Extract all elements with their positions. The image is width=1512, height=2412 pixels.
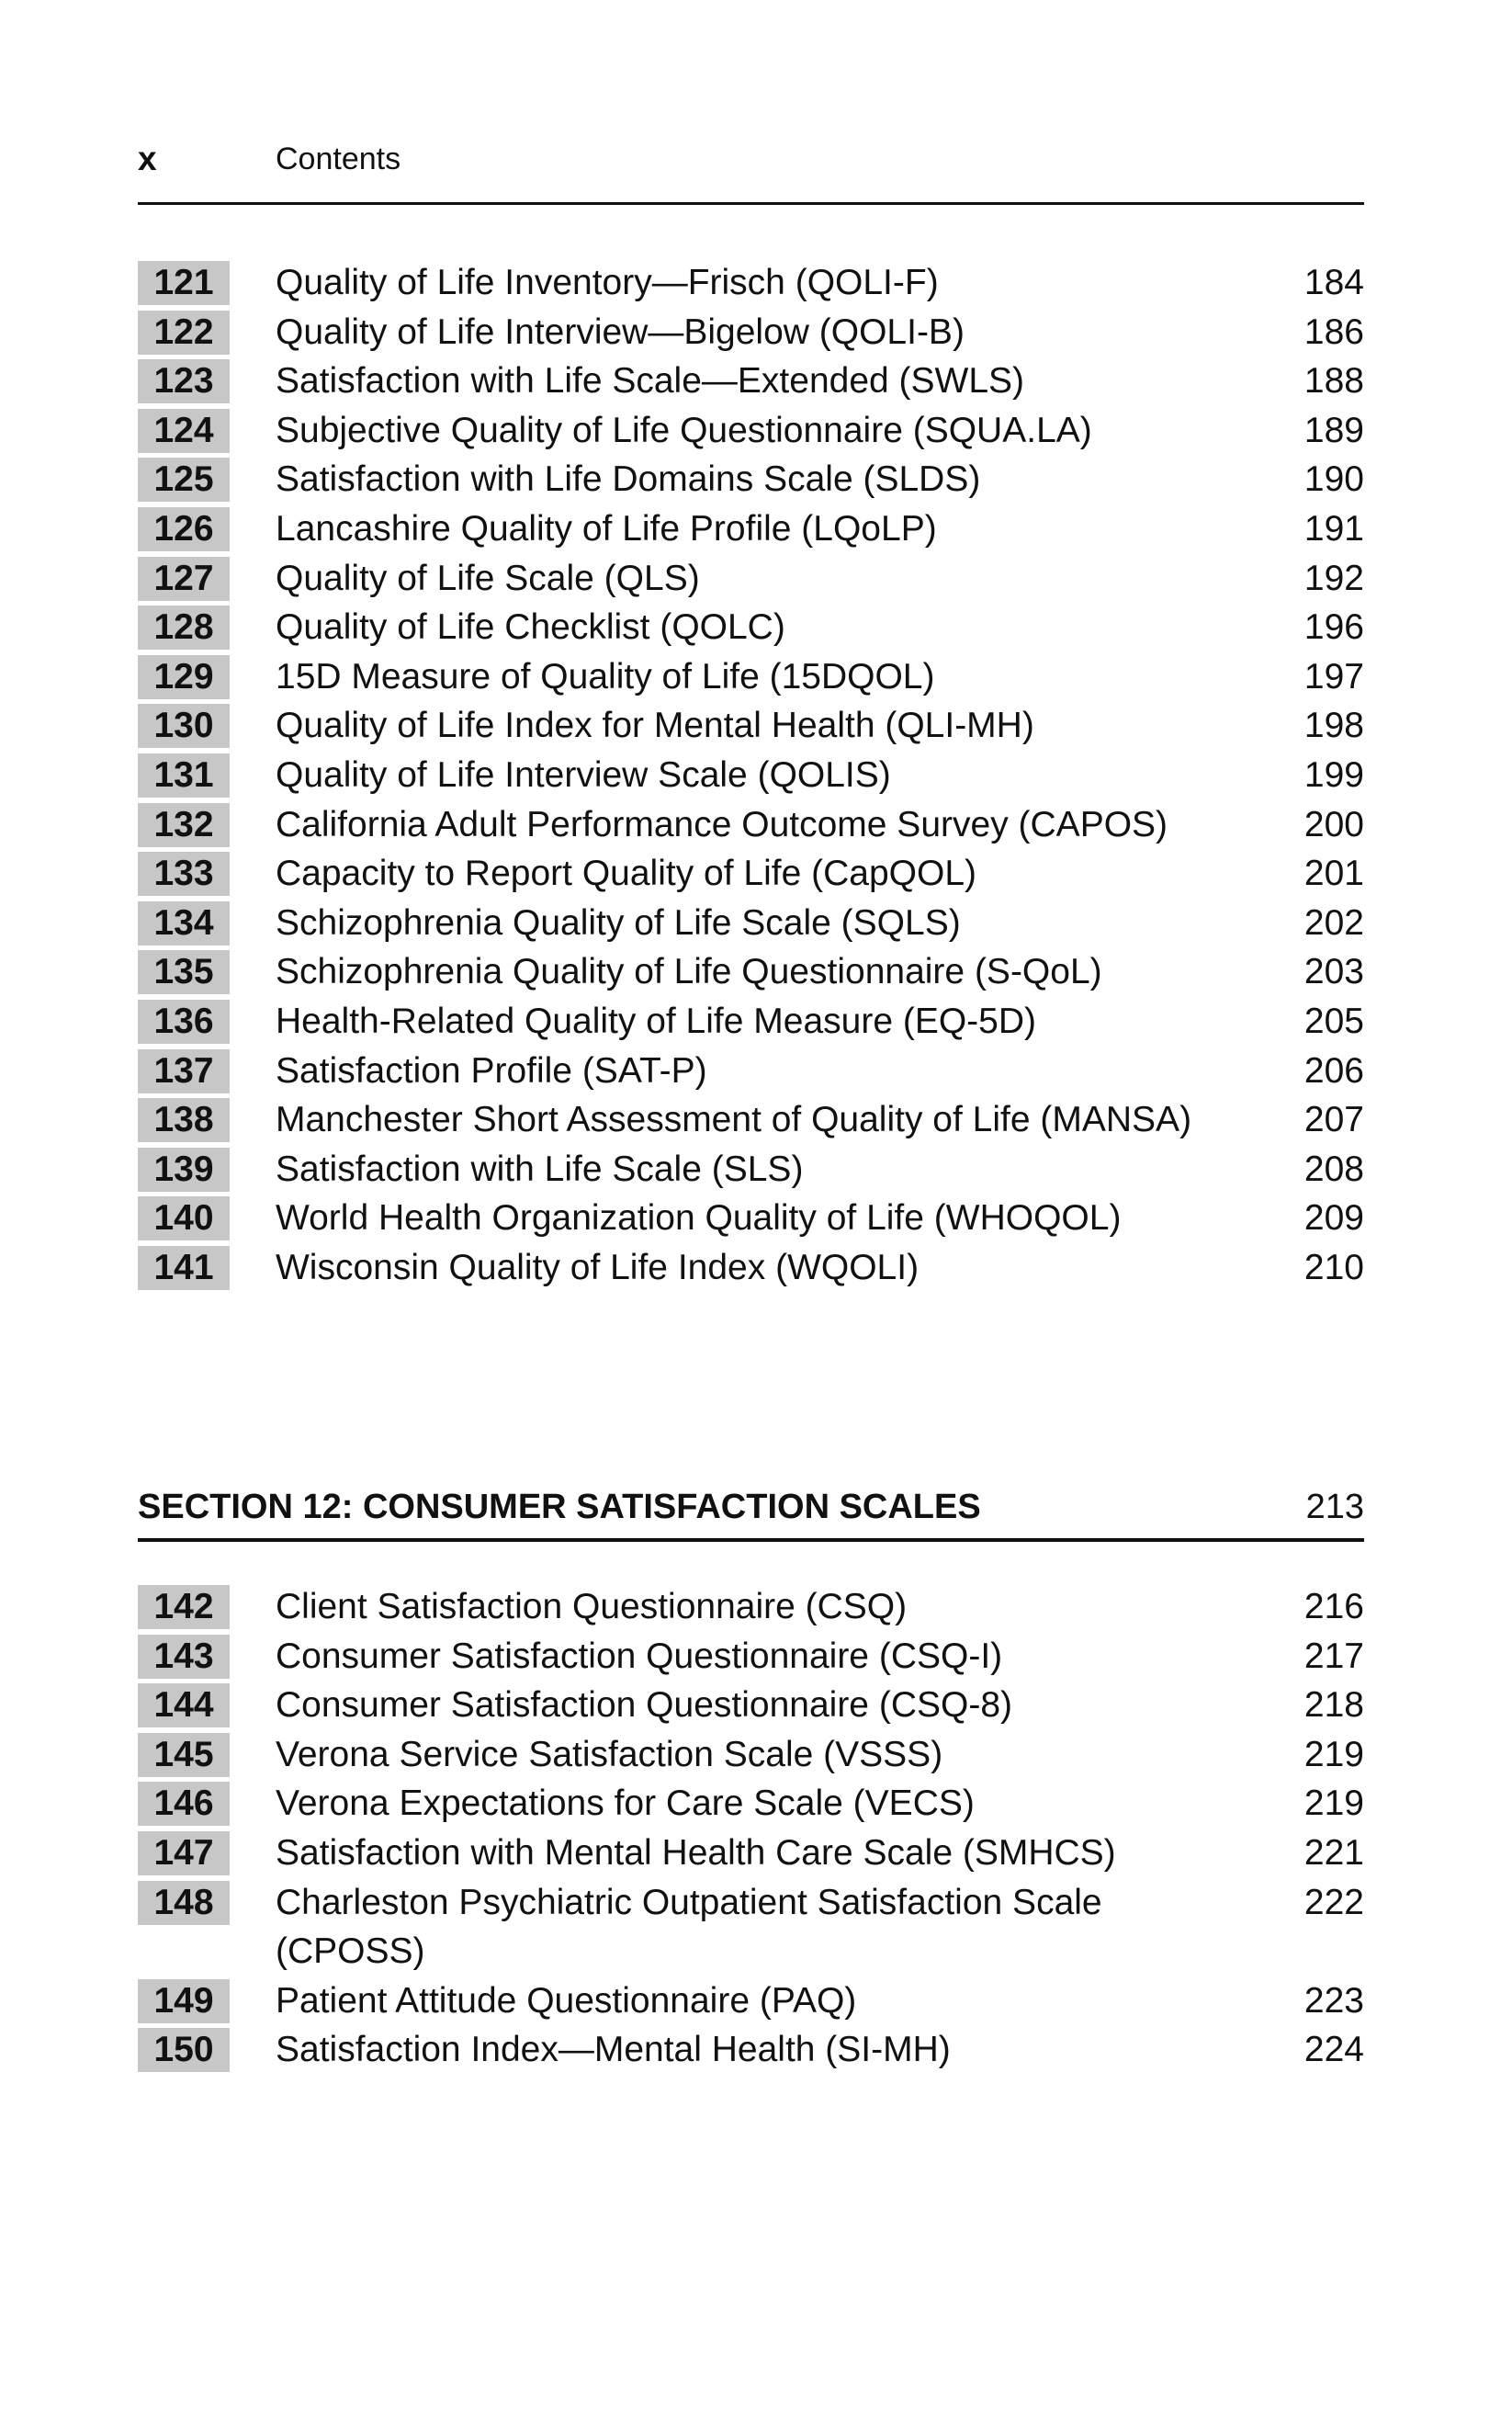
toc-entry: [138, 1730, 1364, 1780]
toc-entry: [138, 1779, 1364, 1829]
entry-title: Quality of Life Inventory—Frisch (QOLI-F): [276, 263, 939, 302]
entry-number: 124: [138, 409, 230, 453]
toc-entry: [138, 1047, 1364, 1096]
entry-title: Schizophrenia Quality of Life Scale (SQLS): [276, 902, 961, 943]
entry-number: 139: [138, 1148, 230, 1192]
entry-page: 221: [1303, 1832, 1364, 1873]
entry-number: 127: [138, 557, 230, 601]
entry-number: 147: [138, 1831, 230, 1875]
toc-entry: [138, 652, 1364, 702]
entry-page: 218: [1303, 1685, 1364, 1726]
entry-number: 142: [138, 1585, 230, 1629]
entry-title: California Adult Performance Outcome Survey (CAPOS): [276, 804, 1168, 844]
contents-list-part1: [138, 258, 1364, 1292]
entry-title: Satisfaction with Life Scale—Extended (SWLS): [276, 361, 1025, 402]
toc-entry: [138, 899, 1364, 948]
entry-page: 224: [1303, 2030, 1364, 2070]
toc-entry: [138, 1243, 1364, 1293]
entry-page: 189: [1303, 410, 1364, 450]
toc-entry: [138, 1145, 1364, 1195]
toc-entry: [138, 701, 1364, 751]
toc-entry: [138, 554, 1364, 604]
toc-entry: [138, 849, 1364, 899]
toc-entry: [138, 947, 1364, 997]
entry-title: Verona Expectations for Care Scale (VECS): [276, 1784, 975, 1824]
entry-title: Quality of Life Index for Mental Health (QLI-MH): [276, 706, 1034, 746]
entry-number: 123: [138, 359, 230, 403]
entry-page: 216: [1303, 1587, 1364, 1626]
entry-title: Lancashire Quality of Life Profile (LQoLP): [276, 508, 937, 549]
entry-title: Verona Service Satisfaction Scale (VSSS): [276, 1734, 943, 1774]
entry-page: 196: [1303, 607, 1364, 648]
entry-page: 219: [1303, 1734, 1364, 1774]
toc-entry: [138, 1878, 1364, 1976]
entry-number: 138: [138, 1098, 230, 1142]
entry-number: 143: [138, 1635, 230, 1679]
entry-title: Wisconsin Quality of Life Index (WQOLI): [276, 1247, 920, 1287]
entry-page: 184: [1303, 263, 1364, 302]
entry-number: 135: [138, 950, 230, 994]
entry-title: Quality of Life Interview Scale (QOLIS): [276, 754, 891, 795]
entry-title: Quality of Life Scale (QLS): [276, 558, 700, 598]
entry-title: Capacity to Report Quality of Life (CapQOL): [276, 854, 976, 894]
entry-title: Consumer Satisfaction Questionnaire (CSQ-8): [276, 1685, 1012, 1726]
toc-entry: [138, 603, 1364, 652]
entry-title: Satisfaction with Life Domains Scale (SLDS): [276, 459, 981, 500]
section-page: 213: [1305, 1488, 1364, 1526]
entry-title: Satisfaction with Mental Health Care Scale (SMHCS): [276, 1832, 1116, 1873]
entry-page: 199: [1303, 754, 1364, 795]
entry-title: Charleston Psychiatric Outpatient Satisfaction Scale (CPOSS): [276, 1882, 1102, 1972]
running-head: [138, 136, 1364, 182]
entry-page: 188: [1303, 361, 1364, 402]
entry-page: 205: [1303, 1001, 1364, 1041]
entry-title: Consumer Satisfaction Questionnaire (CSQ-I): [276, 1636, 1003, 1676]
toc-entry: [138, 2025, 1364, 2075]
entry-number: 146: [138, 1782, 230, 1826]
toc-entry: [138, 406, 1364, 456]
entry-number: 128: [138, 606, 230, 650]
entry-number: 125: [138, 458, 230, 502]
entry-page: 191: [1303, 508, 1364, 549]
toc-entry: [138, 1976, 1364, 2026]
page-folio: x: [138, 140, 157, 177]
entry-title: Satisfaction with Life Scale (SLS): [276, 1149, 804, 1189]
toc-entry: [138, 455, 1364, 504]
entry-title: 15D Measure of Quality of Life (15DQOL): [276, 656, 935, 696]
entry-number: 122: [138, 311, 230, 355]
toc-entry: [138, 1632, 1364, 1682]
running-head-title: Contents: [276, 142, 401, 176]
entry-page: 198: [1303, 706, 1364, 746]
entry-number: 131: [138, 753, 230, 798]
entry-title: Quality of Life Interview—Bigelow (QOLI-B): [276, 311, 965, 352]
entry-page: 208: [1303, 1149, 1364, 1189]
entry-number: 148: [138, 1881, 230, 1925]
entry-number: 150: [138, 2028, 230, 2072]
entry-number: 136: [138, 1000, 230, 1044]
toc-entry: [138, 1582, 1364, 1632]
entry-title: Schizophrenia Quality of Life Questionnaire (S-QoL): [276, 952, 1102, 992]
toc-entry: [138, 1095, 1364, 1145]
entry-number: 137: [138, 1049, 230, 1093]
entry-title: Subjective Quality of Life Questionnaire (SQUA.LA): [276, 410, 1092, 450]
toc-entry: [138, 997, 1364, 1047]
toc-entry: [138, 308, 1364, 357]
section-title: SECTION 12: CONSUMER SATISFACTION SCALES: [138, 1488, 981, 1526]
entry-number: 126: [138, 507, 230, 551]
toc-entry: [138, 1681, 1364, 1730]
entry-page: 209: [1303, 1198, 1364, 1239]
entry-number: 149: [138, 1979, 230, 2023]
entry-page: 203: [1303, 952, 1364, 992]
entry-title: Quality of Life Checklist (QOLC): [276, 607, 785, 648]
entry-number: 121: [138, 261, 230, 305]
entry-number: 133: [138, 852, 230, 896]
entry-page: 197: [1303, 656, 1364, 696]
toc-entry: [138, 258, 1364, 308]
entry-title: Satisfaction Profile (SAT-P): [276, 1050, 707, 1091]
toc-entry: [138, 1194, 1364, 1243]
toc-entry: [138, 504, 1364, 554]
entry-page: 190: [1303, 459, 1364, 500]
entry-number: 130: [138, 704, 230, 748]
entry-page: 217: [1303, 1636, 1364, 1676]
entry-page: 202: [1303, 902, 1364, 943]
contents-list-part2: [138, 1582, 1364, 2075]
entry-number: 144: [138, 1683, 230, 1727]
entry-page: 186: [1303, 311, 1364, 352]
toc-entry: [138, 751, 1364, 800]
entry-title: World Health Organization Quality of Life (WHOQOL): [276, 1198, 1122, 1239]
entry-title: Manchester Short Assessment of Quality of Life (MANSA): [276, 1100, 1192, 1140]
entry-page: 201: [1303, 854, 1364, 894]
entry-page: 210: [1303, 1247, 1364, 1287]
section-heading: [138, 1482, 1364, 1532]
entry-number: 132: [138, 803, 230, 847]
header-rule: [138, 202, 1364, 205]
entry-number: 145: [138, 1733, 230, 1777]
entry-title: Client Satisfaction Questionnaire (CSQ): [276, 1587, 908, 1626]
entry-number: 141: [138, 1246, 230, 1290]
entry-page: 222: [1303, 1882, 1364, 1922]
toc-entry: [138, 800, 1364, 850]
entry-title: Patient Attitude Questionnaire (PAQ): [276, 1980, 857, 2021]
entry-title: Satisfaction Index—Mental Health (SI-MH): [276, 2030, 951, 2070]
toc-entry: [138, 357, 1364, 406]
section-rule: [138, 1538, 1364, 1542]
toc-entry: [138, 1829, 1364, 1878]
entry-title: Health-Related Quality of Life Measure (EQ-5D): [276, 1001, 1037, 1041]
entry-number: 140: [138, 1196, 230, 1240]
entry-page: 200: [1303, 804, 1364, 844]
entry-page: 219: [1303, 1784, 1364, 1824]
entry-page: 223: [1303, 1980, 1364, 2021]
entry-page: 192: [1303, 558, 1364, 598]
entry-number: 134: [138, 901, 230, 946]
entry-number: 129: [138, 655, 230, 699]
entry-page: 207: [1303, 1100, 1364, 1140]
entry-page: 206: [1303, 1050, 1364, 1091]
